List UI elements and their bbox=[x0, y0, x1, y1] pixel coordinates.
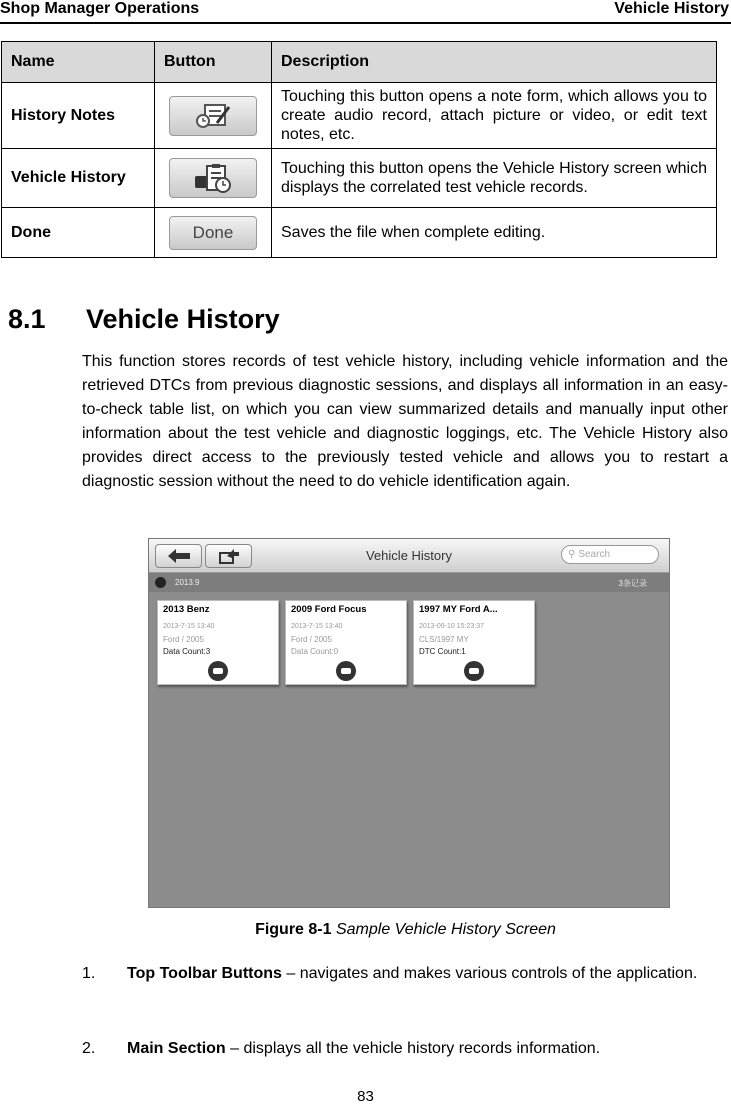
date-group-bar[interactable] bbox=[149, 573, 669, 592]
section-title: Vehicle History bbox=[86, 304, 280, 334]
section-number: 8.1 bbox=[8, 304, 46, 334]
section-paragraph: This function stores records of test vehicle history, including vehicle information and the retrieved DTCs from previous diagnostic sessions, and displays all information in an easy-to-check table list, on which you can view summarized details and manually input other information about the test vehicle and diagnostic loggings, etc. The Vehicle History also provides direct access to the previously tested vehicle and allows you to restart a diagnostic session without the need to do vehicle identification again. bbox=[82, 353, 728, 490]
col-header-name: Name bbox=[2, 42, 155, 83]
header-right: Vehicle History bbox=[614, 0, 729, 17]
row-description: Touching this button opens a note form, which allows you to create audio record, attach picture or video, or edit text notes, etc. bbox=[272, 83, 717, 149]
vehicle-card[interactable] bbox=[413, 600, 535, 685]
header-left: Shop Manager Operations bbox=[0, 0, 200, 17]
row-name: Done bbox=[2, 208, 155, 258]
page-header bbox=[0, 0, 731, 24]
done-button[interactable]: Done bbox=[169, 216, 257, 250]
vehicle-history-screenshot bbox=[148, 538, 670, 908]
screenshot-toolbar bbox=[149, 539, 669, 573]
card-count: Data Count:0 bbox=[291, 647, 339, 656]
row-button bbox=[155, 149, 272, 208]
record-count: 3条记录 bbox=[618, 579, 647, 588]
col-header-description: Description bbox=[272, 42, 717, 83]
card-title: 2009 Ford Focus bbox=[291, 604, 367, 615]
card-count: DTC Count:1 bbox=[419, 647, 466, 656]
section-heading bbox=[8, 304, 280, 335]
notes-icon bbox=[193, 101, 233, 131]
vehicle-history-button[interactable] bbox=[169, 158, 257, 198]
search-input[interactable] bbox=[561, 545, 659, 564]
row-name: History Notes bbox=[2, 83, 155, 149]
row-name: Vehicle History bbox=[2, 149, 155, 208]
list-bold: Main Section bbox=[127, 1040, 226, 1057]
button-table bbox=[1, 41, 717, 258]
card-vehicle: CLS/1997 MY bbox=[419, 635, 469, 644]
card-title: 2013 Benz bbox=[163, 604, 210, 615]
row-description: Saves the file when complete editing. bbox=[272, 208, 717, 258]
vehicle-history-icon bbox=[191, 162, 235, 194]
card-datetime: 2013-09-10 15:23:37 bbox=[419, 623, 484, 630]
list-item bbox=[82, 960, 728, 988]
history-notes-button[interactable] bbox=[169, 96, 257, 136]
list-text: – navigates and makes various controls of the application. bbox=[281, 965, 698, 982]
row-button bbox=[155, 208, 272, 258]
list-bold: Top Toolbar Buttons bbox=[127, 965, 282, 982]
list-item bbox=[82, 1035, 728, 1063]
list-number: 1. bbox=[82, 965, 96, 982]
car-icon[interactable] bbox=[464, 661, 484, 681]
screen-title: Vehicle History bbox=[366, 548, 452, 563]
col-header-button: Button bbox=[155, 42, 272, 83]
figure-caption bbox=[0, 921, 731, 939]
card-datetime: 2013-7-15 13:40 bbox=[163, 623, 215, 630]
card-count: Data Count:3 bbox=[163, 647, 211, 656]
page-number: 83 bbox=[357, 1088, 374, 1105]
collapse-icon[interactable] bbox=[155, 577, 166, 588]
car-icon[interactable] bbox=[336, 661, 356, 681]
card-datetime: 2013-7-15 13:40 bbox=[291, 623, 343, 630]
caption-label: Figure 8-1 bbox=[255, 921, 332, 938]
date-group-label: 2013.9 bbox=[175, 578, 200, 587]
vehicle-card[interactable] bbox=[157, 600, 279, 685]
card-vehicle: Ford / 2005 bbox=[291, 635, 332, 644]
row-button bbox=[155, 83, 272, 149]
search-placeholder: Search bbox=[578, 549, 611, 560]
card-vehicle: Ford / 2005 bbox=[163, 635, 204, 644]
caption-text: Sample Vehicle History Screen bbox=[335, 921, 556, 938]
search-icon: ⚲ bbox=[568, 549, 576, 560]
card-title: 1997 MY Ford A... bbox=[419, 604, 498, 615]
list-number: 2. bbox=[82, 1040, 96, 1057]
vehicle-card[interactable] bbox=[285, 600, 407, 685]
row-description: Touching this button opens the Vehicle History screen which displays the correlated test vehicle records. bbox=[272, 149, 717, 208]
list-text: – displays all the vehicle history records information. bbox=[225, 1040, 601, 1057]
car-icon[interactable] bbox=[208, 661, 228, 681]
